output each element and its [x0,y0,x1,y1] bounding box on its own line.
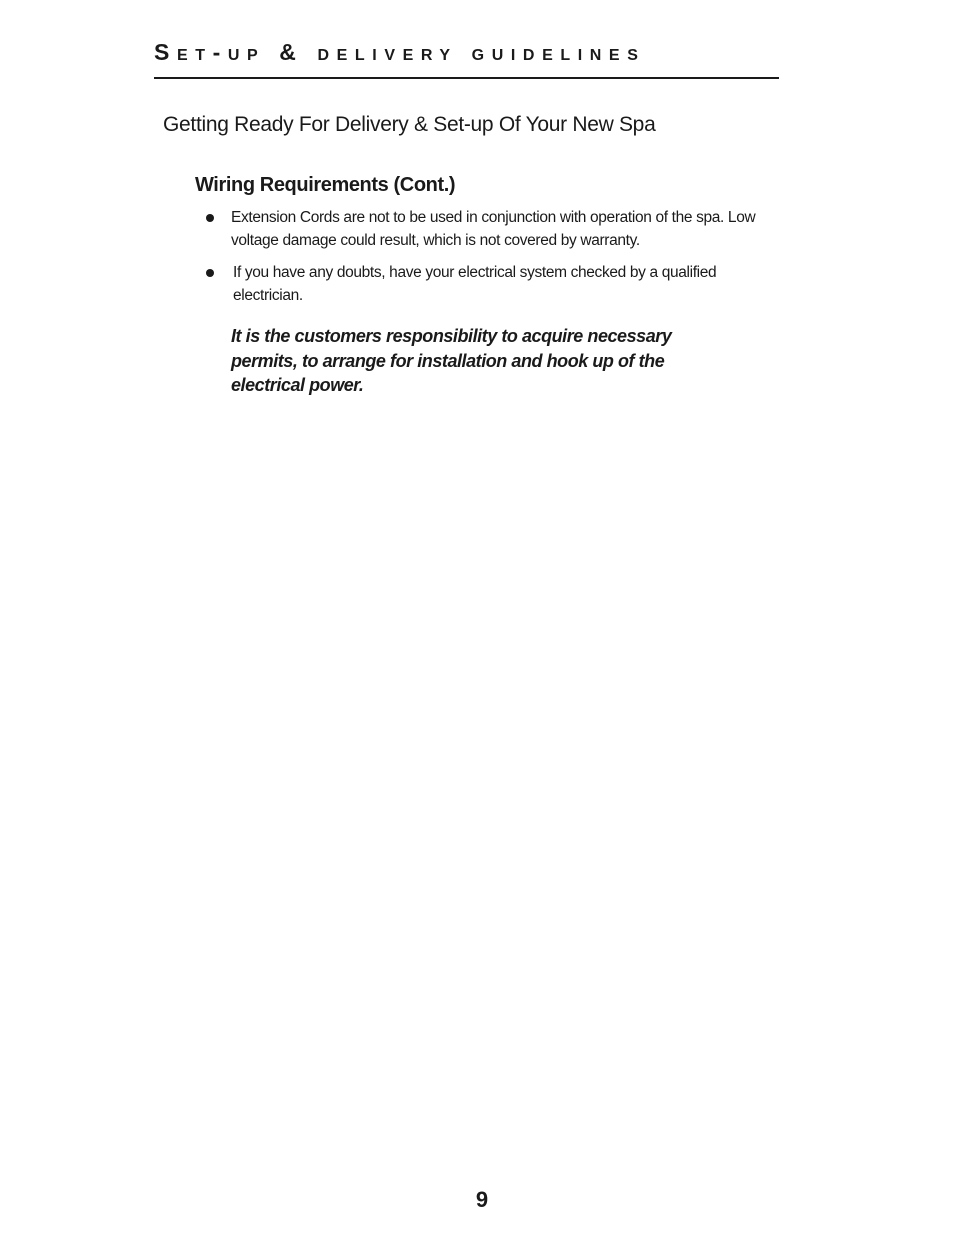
section-title: Getting Ready For Delivery & Set-up Of Your New Spa [163,113,656,136]
chapter-title: Set-up & delivery guidelines [154,39,646,65]
bullet-item-electrician [204,262,774,307]
bullet-icon [206,214,214,222]
bullet-icon [206,269,214,277]
bullet-text: Extension Cords are not to be used in conjunction with operation of the spa. Low voltage damage could result, which is not covered by warranty. [231,209,756,249]
page-number: 9 [475,1187,489,1212]
bullet-text: If you have any doubts, have your electrical system checked by a qualified electrician. [233,264,717,304]
responsibility-note: It is the customers responsibility to acquire necessary permits, to arrange for installation and hook up of the electrical power. [231,326,672,395]
title-rule [154,77,779,79]
page-header [154,34,779,70]
bullet-item-extension-cords [204,207,774,252]
subsection-title: Wiring Requirements (Cont.) [195,174,456,196]
bullet-list [204,207,774,307]
